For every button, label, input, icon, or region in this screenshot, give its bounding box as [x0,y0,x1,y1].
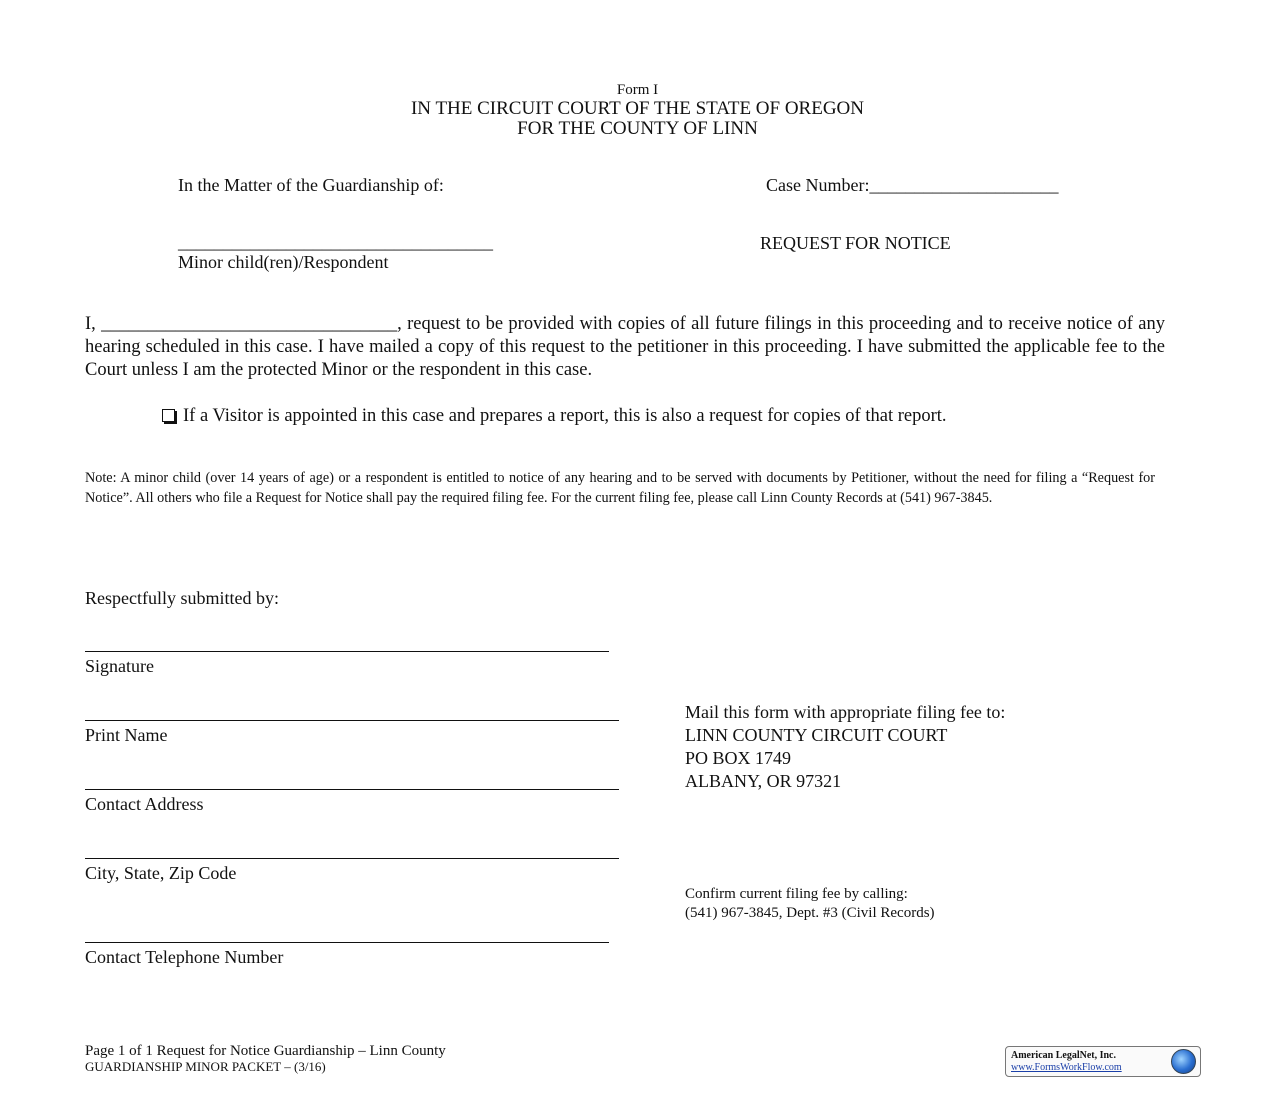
signature-line[interactable] [85,651,609,652]
mail-city: ALBANY, OR 97321 [685,771,842,791]
american-legalnet-logo[interactable] [1005,1046,1201,1077]
note-paragraph: Note: A minor child (over 14 years of age) or a respondent is entitled to notice of any hearing and to be served with documents by Petitioner, without the need for filing a “Request for Notice”. All others who file a Request for Notice shall pay the required filing fee. For the current filing fee, please call Linn County Records at (541) 967-3845. [85,470,1155,506]
court-title-line1: IN THE CIRCUIT COURT OF THE STATE OF OREGON [410,98,864,119]
form-label: Form I [616,82,659,98]
footer-page-line: Page 1 of 1 Request for Notice Guardianship – Linn County [85,1043,446,1059]
document-title: REQUEST FOR NOTICE [760,233,951,253]
matter-label: In the Matter of the Guardianship of: [178,175,444,195]
contact-address-label: Contact Address [85,794,204,814]
mail-po-box: PO BOX 1749 [685,748,792,768]
respondent-label: Minor child(ren)/Respondent [178,252,389,272]
confirm-fee-line2: (541) 967-3845, Dept. #3 (Civil Records) [685,905,935,921]
footer-packet-line: GUARDIANSHIP MINOR PACKET – (3/16) [85,1059,326,1074]
logo-url-link[interactable]: www.FormsWorkFlow.com [1011,1062,1122,1073]
respondent-name-blank[interactable]: ___________________________________ [178,232,493,252]
print-name-line[interactable] [85,720,619,721]
signature-label: Signature [85,656,154,676]
visitor-option [85,405,1165,428]
city-state-zip-line[interactable] [85,858,619,859]
contact-address-line[interactable] [85,789,619,790]
logo-company: American LegalNet, Inc. [1011,1050,1116,1061]
confirm-fee-line1: Confirm current filing fee by calling: [685,886,908,902]
globe-icon [1171,1049,1196,1074]
telephone-label: Contact Telephone Number [85,947,284,967]
request-paragraph: I, ________________________________, request to be provided with copies of all future filings in this proceeding and to receive notice of any hearing scheduled in this case. I have mailed a copy of this request to the petitioner in this proceeding. I have submitted the applicable fee to the Court unless I am the protected Minor or the respondent in this case. [85,314,1165,380]
case-number-field[interactable]: Case Number:_____________________ [766,175,1059,195]
print-name-label: Print Name [85,725,168,745]
respectfully-submitted: Respectfully submitted by: [85,588,279,608]
visitor-option-text: If a Visitor is appointed in this case and prepares a report, this is also a request for copies of that report. [183,406,947,426]
city-state-zip-label: City, State, Zip Code [85,863,237,883]
telephone-line[interactable] [85,942,609,943]
court-title-line2: FOR THE COUNTY OF LINN [517,118,758,139]
visitor-checkbox[interactable] [162,409,175,422]
mail-instruction: Mail this form with appropriate filing fee to: [685,702,1006,722]
mail-court-name: LINN COUNTY CIRCUIT COURT [685,725,948,745]
